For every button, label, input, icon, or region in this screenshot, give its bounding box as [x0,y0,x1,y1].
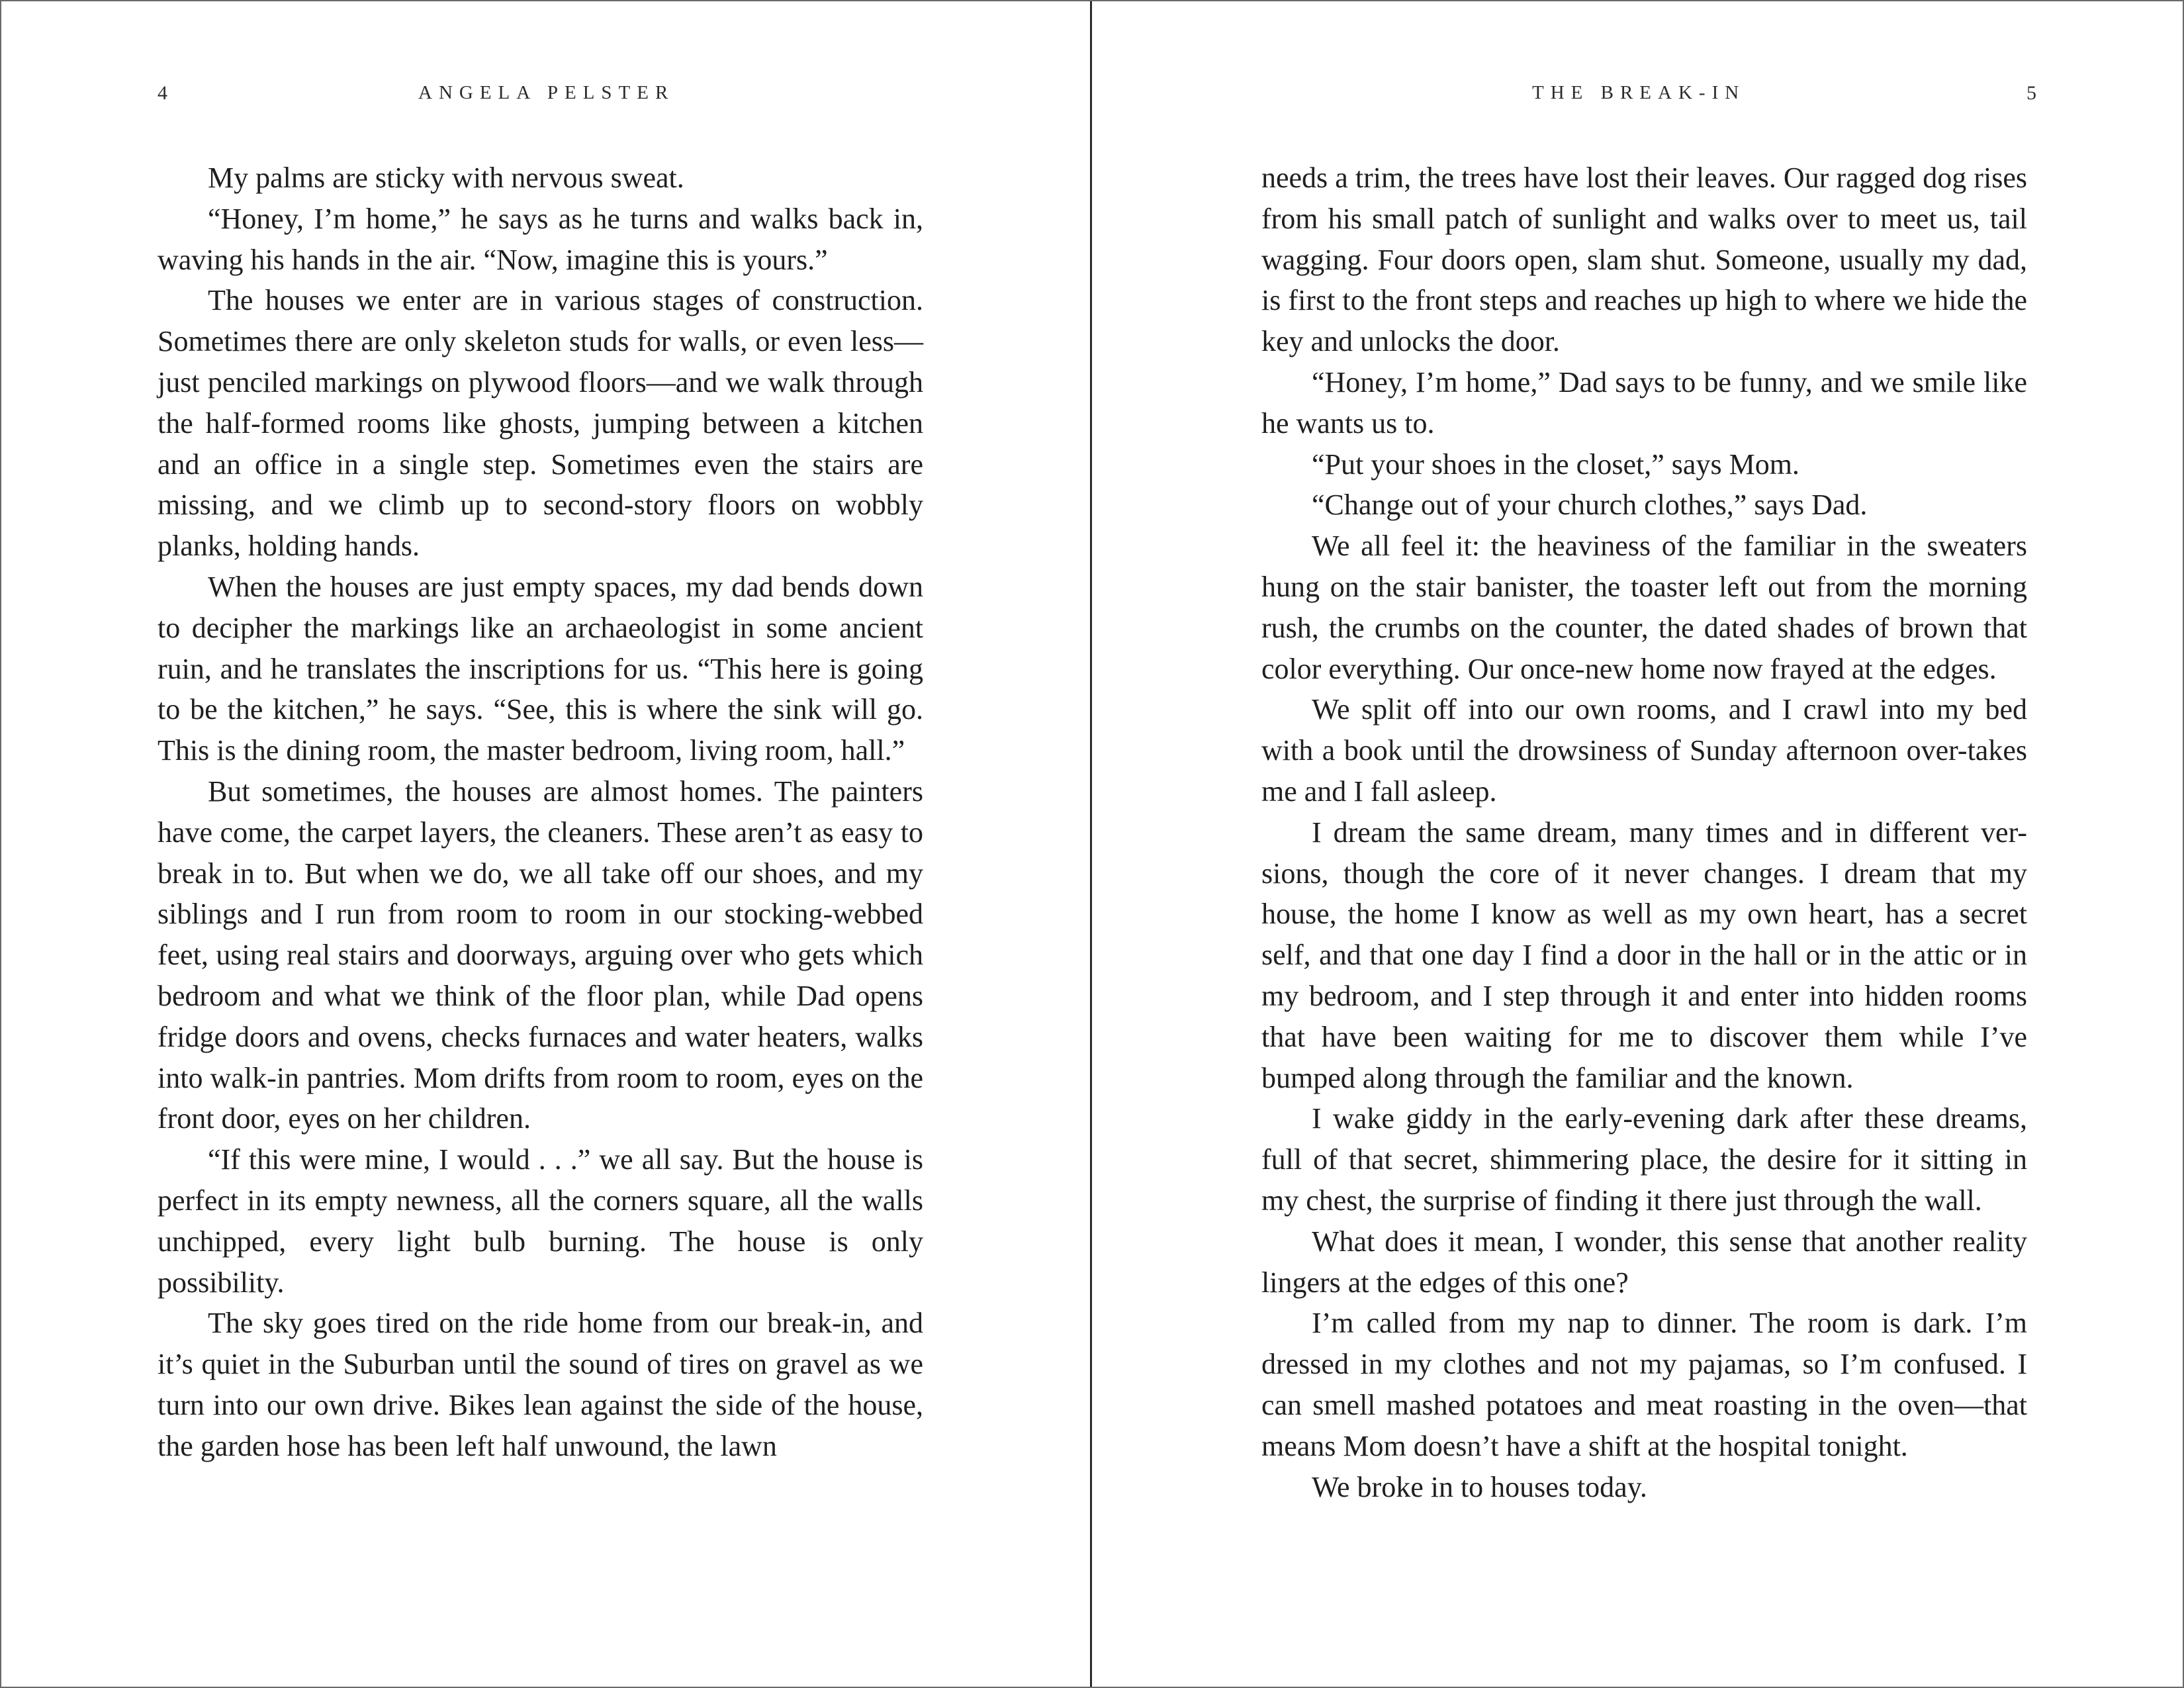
paragraph: I wake giddy in the early-evening dark after these dreams, full of that secret, shimmering place, the desire for it sitting in my chest, the surprise of finding it there just through the wall. [1261,1102,2027,1217]
body-text [1261,158,2027,1507]
paragraph: The houses we enter are in various stages of construction. Sometimes there are only skeleton studs for walls, or even less—just penciled markings on plywood floors—and we walk through the half-formed rooms like ghosts, jumping between a kitchen and an office in a single step. Sometimes even the stairs are missing, and we climb up to second-story floors on wobbly planks, holding hands. [158,284,923,563]
paragraph: We all feel it: the heaviness of the familiar in the sweaters hung on the stair banister, the toaster left out from the morning rush, the crumbs on the counter, the dated shades of brown that color everything. Our once-new home now frayed at the edges. [1261,530,2027,685]
paragraph: What does it mean, I wonder, this sense that another reality lingers at the edges of this one? [1261,1225,2027,1299]
paragraph: The sky goes tired on the ride home from our break-in, and it’s quiet in the Suburban until the sound of tires on gravel as we turn into our own drive. Bikes lean against the side of the house, the garden hose has been left half unwound, the lawn [158,1307,923,1462]
paragraph: We split off into our own rooms, and I crawl into my bed with a book until the drowsiness of Sunday afternoon over-takes me and I fall asleep. [1261,693,2027,808]
page-number: 5 [2026,82,2036,104]
paragraph: My palms are sticky with nervous sweat. [208,162,684,194]
body-text [158,158,923,1467]
left-page [1,1,1092,1687]
paragraph: “Put your shoes in the closet,” says Mom. [1312,447,1799,481]
paragraph: “Change out of your church clothes,” says Dad. [1312,489,1868,522]
right-page [1092,1,2183,1687]
paragraph: When the houses are just empty spaces, my dad bends down to decipher the markings like an archaeologist in some ancient ruin, and he translates the inscriptions for us. “This here is going to be the kitchen,” he says. “See, this is where the sink will go. This is the dining room, the master bedroom, living room, hall.” [158,570,923,767]
paragraph: We broke in to houses today. [1312,1470,1647,1503]
paragraph: “If this were mine, I would . . .” we all say. But the house is perfect in its empty newness, all the corners square, all the walls unchipped, every light bulb burning. The house is only possibility. [158,1143,923,1299]
page-number: 4 [158,82,167,104]
paragraph: “Honey, I’m home,” Dad says to be funny, and we smile like he wants us to. [1261,365,2027,440]
paragraph-continued: needs a trim, the trees have lost their leaves. Our ragged dog rises from his small patch of sunlight and walks over to meet us, tail wagging. Four doors open, slam shut. Someone, usually my dad, is first to the front steps and reaches up high to where we hide the key and unlocks the door. [1261,162,2027,358]
paragraph: But sometimes, the houses are almost homes. The painters have come, the carpet layers, the cleaners. These aren’t as easy to break in to. But when we do, we all take off our shoes, and my siblings and I run from room to room in our stocking-webbed feet, using real stairs and doorways, arguing over who gets which bedroom and what we think of the floor plan, while Dad opens fridge doors and ovens, checks furnaces and water heaters, walks into walk-in pantries. Mom drifts from room to room, eyes on the front door, eyes on her children. [158,774,923,1135]
paragraph: “Honey, I’m home,” he says as he turns and walks back in, waving his hands in the air. “Now, imagine this is yours.” [158,202,923,276]
paragraph: I’m called from my nap to dinner. The room is dark. I’m dressed in my clothes and not my pajamas, so I’m confused. I can smell mashed potatoes and meat roasting in the oven—that means Mom doesn’t have a shift at the hospital tonight. [1261,1307,2027,1462]
running-head-author: ANGELA PELSTER [418,82,675,103]
running-head-chapter: THE BREAK-IN [1532,82,1746,103]
paragraph: I dream the same dream, many times and in different ver-sions, though the core of it never changes. I dream that my house, the home I know as well as my own heart, has a secret self, and that one day I find a door in the hall or in the attic or in my bedroom, and I step through it and enter into hidden rooms that have been waiting for me to discover them while I’ve bumped along through the familiar and the known. [1261,816,2027,1094]
